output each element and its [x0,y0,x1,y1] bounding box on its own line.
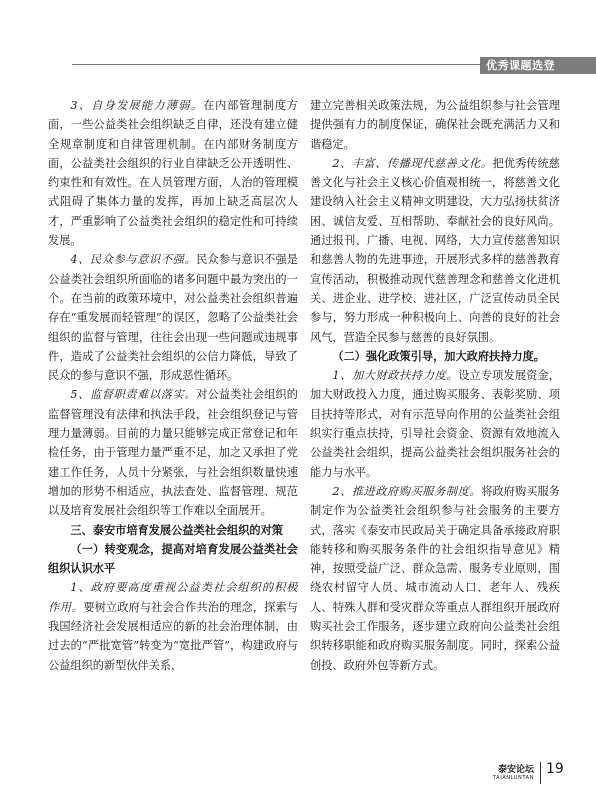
journal-name: 泰安论坛 [497,765,534,775]
paragraph [310,366,560,482]
header-rule [72,64,524,65]
paragraph-lead: 2、推进政府购买服务制度。 [332,484,482,498]
paragraph-text: 要树立政府与社会合作共治的理念，探索与我国经济社会发展相适应的新的社会治理体制，由过去的“严批宽管”转变为“宽批严管”，构建政府与公益组织的新型伙伴关系， [48,600,298,672]
subsection-heading: （一）转变观念，提高对培育发展公益类社会组织认识水平 [48,541,298,576]
paragraph [48,250,298,385]
footer-divider [540,762,541,784]
paragraph [310,154,560,347]
paragraph-text: 将政府购买服务制定作为公益类社会组织参与社会服务的主要方式，落实《泰安市民政局关于确定具备承接政府职能转移和购买服务条件的社会组织指导意见》精神，按照受益广泛、群众急需、服务专业原则，围绕农村留守人员、城市流动人口、老年人、残疾人、特殊人群和受灾群众等重点人群组织开展政府购买社会工作服务，逐步建立政府向公益类社会组织转移职能和政府购买服务制度。同时，探索公益创投、政府外包等新方式。 [310,484,560,672]
paragraph-lead: 3、自身发展能力薄弱。 [70,99,204,112]
paragraph-text: 在内部管理制度方面，一些公益类社会组织缺乏自律，还没有建立健全规章制度和自律管理机制。在内部财务制度方面，公益类社会组织的行业自律缺乏公开透明性、约束性和有效性。在人员管理方面，人治的管理模式阻碍了集体力量的发挥，再加上缺乏高层次人才，严重影响了公益类社会组织的稳定性和可持续发展。 [48,99,298,248]
paragraph [48,385,298,520]
paragraph-text: 设立专项发展资金，加大财政投入力度，通过购买服务、表彰奖励、项目扶持等形式，对有示范导向作用的公益类社会组织实行重点扶持，引导社会资金、资源有效地流入公益类社会组织，提高公益类社会组织服务社会的能力与水平。 [310,369,560,479]
left-column [48,96,298,675]
paragraph-continuation: 建立完善相关政策法规，为公益组织参与社会管理提供强有力的制度保证，确保社会既充满活力又和谐稳定。 [310,99,560,151]
journal-name-romanized: TAIANLUNTAN [492,775,534,781]
section-heading: 三、泰安市培育发展公益类社会组织的对策 [70,522,283,537]
paragraph-lead: 4、民众参与意识不强。 [70,253,197,267]
section-tag: 优秀课题选登 [480,57,596,74]
right-column [310,96,560,675]
paragraph [48,578,298,674]
paragraph-text: 民众参与意识不强是公益类社会组织所面临的诸多问题中最为突出的一个。在当前的政策环境中，对公益类社会组织普遍存在“重发展而轻管理”的误区，忽略了公益类社会组织的监督与管理，往往会出现一些问题或违规事件，造成了公益类社会组织的公信力降低，导致了民众的参与意识不强，形成恶性循环。 [48,253,298,383]
paragraph-lead: 2、丰富、传播现代慈善文化。 [332,156,493,170]
paragraph [310,482,560,675]
page-footer [478,760,568,788]
page-number: 19 [546,761,564,777]
paragraph-lead: 5、监督职责难以落实。 [70,388,197,402]
paragraph-lead: 1、政府要高度重视公益类社会组织的积极作用。 [48,581,298,614]
subsection-heading: （二）强化政策引导，加大政府扶持力度。 [332,348,545,363]
paragraph-text: 把优秀传统慈善文化与社会主义核心价值观相统一，将慈善文化建设纳入社会主义精神文明建设，大力弘扬扶贫济困、诚信友爱、互相帮助、奉献社会的良好风尚。通过报刊、广播、电视、网络，大力宣传慈善知识和慈善人物的先进事迹，开展形式多样的慈善教育宣传活动，积极推动现代慈善理念和慈善文化进机关、进企业、进学校、进社区，广泛宣传动员全民参与，努力形成一种积极向上、向善的良好的社会风气，营造全民参与慈善的良好氛围。 [310,156,560,344]
paragraph [48,96,298,250]
paragraph-text: 对公益类社会组织的监督管理没有法律和执法手段，社会组织登记与管理力量薄弱。目前的力量只能够完成正常登记和年检任务，由于管理力量严重不足，加之又承担了党建工作任务，人员十分紧张，与社会组织数量快速增加的形势不相适应，执法查处、监督管理、规范以及培育发展社会组织等工作难以全面展开。 [48,388,298,518]
paragraph-lead: 1、加大财政扶持力度。 [332,369,459,383]
